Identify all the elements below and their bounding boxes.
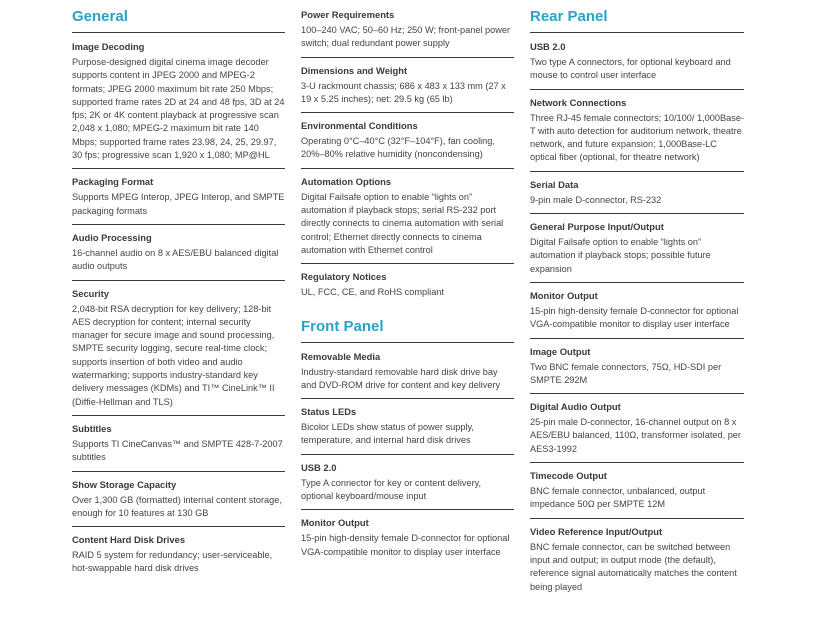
spec-label: Dimensions and Weight (301, 64, 408, 76)
section-title-general: General (72, 8, 285, 33)
spec-label: Packaging Format (72, 176, 154, 188)
spec-text: Bicolor LEDs show status of power supply, temperature, and internal hard disk drives (301, 422, 474, 446)
spec-item-power-requirements (301, 8, 514, 58)
spec-item-usb-2-0 (530, 40, 744, 90)
spec-label: Image Output (530, 345, 591, 357)
spec-text: Supports MPEG Interop, JPEG Interop, and SMPTE packaging formats (72, 192, 285, 216)
section-title-front-panel: Front Panel (301, 318, 514, 343)
spec-text: RAID 5 system for redundancy; user-serviceable, hot-swappable hard disk drives (72, 550, 273, 574)
spec-text: BNC female connector, can be switched between input and output; in output mode (the default), reference signal automatically matches the content being played (530, 541, 737, 592)
spec-item-removable-media (301, 350, 514, 400)
spec-text: 25-pin male D-connector, 16-channel output on 8 x AES/EBU balanced, 110Ω, transformer isolated, per AES3-1992 (530, 417, 741, 454)
spec-label: Monitor Output (530, 289, 598, 301)
spec-item-audio-processing (72, 225, 285, 281)
spec-label: Monitor Output (301, 517, 369, 529)
spec-item-image-decoding (72, 40, 285, 169)
spec-text: BNC female connector, unbalanced, output impedance 50Ω per SMPTE 12M (530, 486, 706, 510)
spec-text: Digital Failsafe option to enable “lights on” automation if playback stops; serial RS-232 port directly connects to cinema automation with serial control; Ethernet directly connects to cinema automation with Ethernet control (301, 191, 504, 255)
spec-item-timecode-output (530, 463, 744, 519)
spec-label: Show Storage Capacity (72, 478, 177, 490)
spec-label: Environmental Conditions (301, 120, 418, 132)
spec-label: Digital Audio Output (530, 401, 621, 413)
spec-item-environmental-conditions (301, 113, 514, 169)
spec-text: 100–240 VAC; 50–60 Hz; 250 W; front-panel power switch; dual redundant power supply (301, 25, 511, 49)
spec-text: 15-pin high-density female D-connector for optional VGA-compatible monitor to display user interface (301, 533, 510, 557)
spec-item-content-hard-disk-drives (72, 527, 285, 582)
spec-label: USB 2.0 (301, 461, 337, 473)
spec-label: Image Decoding (72, 41, 145, 52)
spec-label: Regulatory Notices (301, 271, 387, 283)
spec-item-video-reference-input-output (530, 519, 744, 600)
spec-label: Audio Processing (72, 231, 152, 243)
spec-text: Industry-standard removable hard disk drive bay and DVD-ROM drive for content and key delivery (301, 366, 501, 390)
spec-label: Power Requirements (301, 9, 395, 20)
section-title-rear-panel: Rear Panel (530, 8, 744, 33)
spec-text: Two BNC female connectors, 75Ω, HD-SDI per SMPTE 292M (530, 361, 722, 385)
spec-item-dimensions-and-weight (301, 58, 514, 114)
spec-text: Over 1,300 GB (formatted) internal content storage, enough for 10 features at 130 GB (72, 494, 282, 518)
spec-item-security (72, 281, 285, 416)
spec-text: Three RJ-45 female connectors; 10/100/ 1,000Base-T with auto detection for auditorium network, theatre network, and future expansion; 1,000Base-LC optical fiber (optional, for theatre network) (530, 112, 744, 163)
spec-label: Status LEDs (301, 406, 357, 418)
spec-item-digital-audio-output (530, 394, 744, 463)
spec-item-serial-data (530, 172, 744, 214)
column-power-front-panel (301, 8, 514, 565)
spec-label: Video Reference Input/Output (530, 525, 663, 537)
spec-label: Network Connections (530, 96, 627, 108)
spec-text: Digital Failsafe option to enable “lights on” automation if playback stops; possible future expansion (530, 237, 711, 274)
spec-item-monitor-output (530, 283, 744, 339)
spec-label: Timecode Output (530, 470, 607, 482)
spec-text: Purpose-designed digital cinema image decoder supports content in JPEG 2000 and MPEG-2 formats; JPEG 2000 maximum bit rate 250 Mbps; supported frame rates 2D at 24 and 48 fps, 3D at 24 fps; 2K or 4K content playback at progressive scan 2,048 x 1,080; MPEG-2 maximum bit rate 140 Mbps; supported frame rates 23.98, 24, 25, 29.97, 30 fps; progressive scan 1,920 x 1,080; MP@HL (72, 57, 285, 161)
spec-label: Removable Media (301, 350, 381, 362)
spec-text: 16-channel audio on 8 x AES/EBU balanced digital audio outputs (72, 247, 279, 272)
spec-label: Content Hard Disk Drives (72, 534, 186, 546)
spec-item-general-purpose-input-output (530, 214, 744, 283)
spec-item-status-leds (301, 399, 514, 455)
column-rear-panel (530, 8, 744, 600)
spec-text: Operating 0°C–40°C (32°F–104°F), fan cooling, 20%–80% relative humidity (noncondensing) (301, 136, 495, 160)
spec-text: UL, FCC, CE, and RoHS compliant (301, 287, 444, 298)
spec-label: Automation Options (301, 175, 392, 187)
spec-text: Type A connector for key or content delivery, optional keyboard/mouse input (301, 477, 482, 502)
spec-text: 15-pin high-density female D-connector for optional VGA-compatible monitor to display user interface (530, 305, 739, 330)
spec-item-automation-options (301, 169, 514, 264)
spec-text: 2,048-bit RSA decryption for key delivery; 128-bit AES decryption for content; internal security manager for secure image and sound processing, SMPTE security logging, secure real-time clock; supports insertion of both video and audio watermarking; supports industry-standard key delivery messages (KDMs) and TI™ CineLink™ II (Diffie-Hellman and TLS) (72, 303, 275, 407)
spec-text: 9-pin male D-connector, RS-232 (530, 194, 662, 205)
spec-label: General Purpose Input/Output (530, 221, 664, 233)
spec-text: Two type A connectors, for optional keyboard and mouse to control user interface (530, 57, 731, 81)
spec-item-subtitles (72, 416, 285, 472)
spec-label: Subtitles (72, 422, 112, 434)
spec-item-network-connections (530, 90, 744, 172)
spec-item-packaging-format (72, 169, 285, 225)
spec-label: Security (72, 287, 109, 299)
spec-item-show-storage-capacity (72, 472, 285, 528)
section-spacer (301, 306, 514, 312)
spec-label: USB 2.0 (530, 41, 566, 52)
spec-item-image-output (530, 339, 744, 395)
column-general (72, 8, 285, 582)
spec-text: 3-U rackmount chassis; 686 x 483 x 133 mm (27 x 19 x 5.25 inches); net: 29.5 kg (65 lb) (301, 80, 506, 104)
spec-item-usb-2-0 (301, 455, 514, 511)
spec-item-monitor-output (301, 510, 514, 565)
spec-text: Supports TI CineCanvas™ and SMPTE 428-7-2007 subtitles (72, 438, 283, 463)
spec-item-regulatory-notices (301, 264, 514, 305)
spec-label: Serial Data (530, 178, 579, 190)
